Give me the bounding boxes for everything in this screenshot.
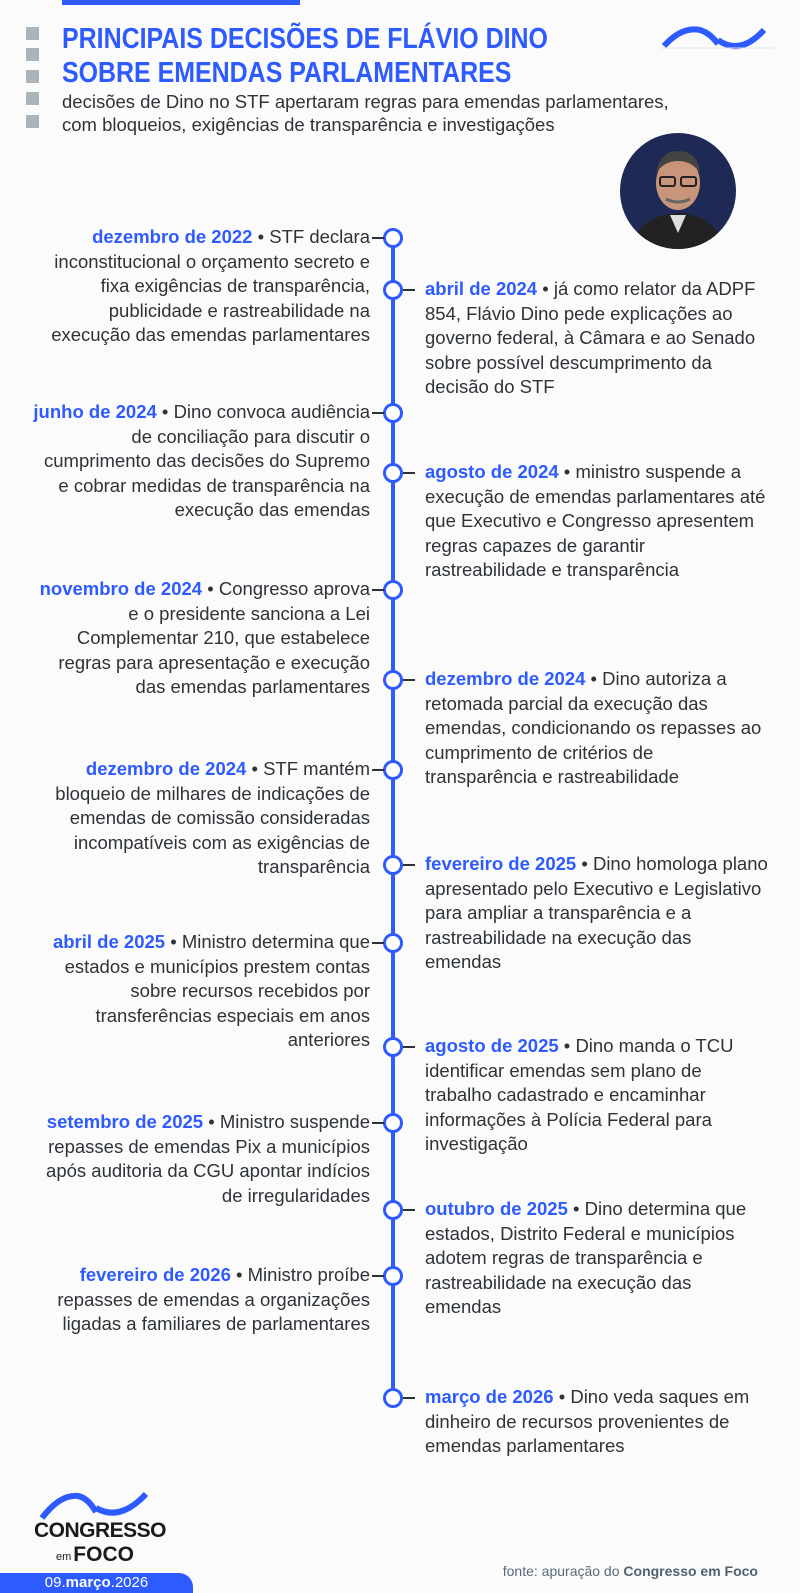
title-line: PRINCIPAIS DECISÕES DE FLÁVIO DINO	[62, 23, 548, 55]
brand-wave-icon	[34, 1490, 164, 1520]
event-date: dezembro de 2022	[92, 226, 253, 247]
event-description: STF declara inconstitucional o orçamento secreto e fixa exigências de transparência, publicidade e rastreabilidade na execução das emendas parlamentares	[51, 226, 370, 345]
timeline-connector	[403, 864, 415, 866]
decor-square	[26, 115, 39, 128]
event-date: junho de 2024	[33, 401, 157, 422]
timeline-connector	[372, 769, 384, 771]
timeline-node	[383, 1200, 403, 1220]
timeline-event	[425, 1197, 770, 1320]
event-description: Dino veda saques em dinheiro de recursos provenientes de emendas parlamentares	[425, 1386, 750, 1456]
event-date: março de 2026	[425, 1386, 554, 1407]
publication-date	[0, 1573, 193, 1593]
bullet-separator: •	[230, 1264, 248, 1285]
timeline-node	[383, 933, 403, 953]
event-date: novembro de 2024	[39, 578, 203, 599]
page-title	[62, 22, 548, 90]
source-name: Congresso em Foco	[623, 1563, 758, 1579]
timeline-node	[383, 463, 403, 483]
timeline-node	[383, 1266, 403, 1286]
event-description: Ministro proíbe repasses de emendas a organizações ligadas a familiares de parlamentares	[57, 1264, 370, 1334]
congresso-em-foco-logo	[34, 1490, 167, 1566]
bullet-separator: •	[558, 1035, 576, 1056]
logo-text-foco: FOCO	[73, 1543, 134, 1566]
event-date: fevereiro de 2025	[425, 853, 577, 874]
bullet-separator: •	[246, 758, 264, 779]
event-description: Congresso aprova e o presidente sanciona a Lei Complementar 210, que estabelece regras para apresentação e execução das emendas parlamentares	[58, 578, 370, 697]
timeline-event	[425, 1034, 770, 1157]
event-date: agosto de 2025	[425, 1035, 559, 1056]
brand-wave-icon	[660, 26, 775, 50]
timeline-node	[383, 670, 403, 690]
event-date: dezembro de 2024	[425, 668, 586, 689]
logo-text: CONGRESSO	[34, 1519, 167, 1542]
subtitle-line: com bloqueios, exigências de transparência e investigações	[62, 114, 555, 135]
decor-square	[26, 27, 39, 40]
subtitle-line: decisões de Dino no STF apertaram regras para emendas parlamentares,	[62, 91, 669, 112]
timeline-event	[425, 667, 770, 790]
timeline-event	[425, 1385, 770, 1459]
timeline-node	[383, 1388, 403, 1408]
timeline-node	[383, 403, 403, 423]
timeline-event	[30, 1263, 370, 1337]
bullet-separator: •	[558, 461, 576, 482]
event-description: Dino determina que estados, Distrito Federal e municípios adotem regras de transparência e rastreabilidade na execução das emendas	[425, 1198, 747, 1317]
bullet-separator: •	[165, 931, 182, 952]
event-description: Dino convoca audiência de conciliação para discutir o cumprimento das decisões do Supremo e cobrar medidas de transparência na execução das emendas	[44, 401, 370, 520]
bullet-separator: •	[203, 1111, 220, 1132]
timeline-node	[383, 580, 403, 600]
timeline-connector	[372, 942, 384, 944]
event-description: Dino homologa plano apresentado pelo Executivo e Legislativo para ampliar a transparência e a rastreabilidade na execução das emendas	[425, 853, 768, 972]
date-year: .2026	[110, 1574, 149, 1591]
bullet-separator: •	[553, 1386, 571, 1407]
subtitle	[62, 90, 669, 136]
event-description: Ministro suspende repasses de emendas Pix a municípios após auditoria da CGU apontar indícios de irregularidades	[46, 1111, 370, 1206]
event-description: Dino autoriza a retomada parcial da execução das emendas, condicionando os repasses ao cumprimento de critérios de transparência e rastreabilidade	[425, 668, 762, 787]
timeline-connector	[403, 289, 415, 291]
event-date: dezembro de 2024	[85, 758, 247, 779]
bullet-separator: •	[156, 401, 174, 422]
source-prefix: fonte: apuração do	[502, 1563, 620, 1579]
bullet-separator: •	[585, 668, 603, 689]
timeline-connector	[403, 1209, 415, 1211]
decor-square	[26, 92, 39, 105]
event-date: abril de 2024	[425, 278, 538, 299]
timeline-connector	[372, 237, 384, 239]
timeline-node	[383, 1113, 403, 1133]
title-line: SOBRE EMENDAS PARLAMENTARES	[62, 57, 512, 89]
decor-square	[26, 48, 39, 61]
timeline-event	[425, 460, 770, 583]
event-description: ministro suspende a execução de emendas parlamentares até que Executivo e Congresso apresentem regras capazes de garantir rastreabilidade e transparência	[425, 461, 766, 580]
timeline-event	[30, 930, 370, 1053]
date-month: março	[65, 1574, 111, 1591]
event-date: outubro de 2025	[425, 1198, 568, 1219]
bullet-separator: •	[202, 578, 219, 599]
event-date: agosto de 2024	[425, 461, 559, 482]
source-note	[503, 1563, 758, 1579]
timeline-event	[425, 277, 770, 400]
event-description: Ministro determina que estados e municípios prestem contas sobre recursos recebidos por transferências especiais em anos anteriores	[64, 931, 370, 1050]
event-description: Dino manda o TCU identificar emendas sem plano de trabalho cadastrado e encaminhar informações à Polícia Federal para investigação	[425, 1035, 734, 1154]
flavio-dino-portrait	[620, 133, 736, 249]
timeline-event	[30, 1110, 370, 1208]
date-day: 09.	[44, 1574, 66, 1591]
event-description: STF mantém bloqueio de milhares de indicações de emendas de comissão consideradas incompatíveis com as exigências de transparência	[55, 758, 370, 877]
event-date: setembro de 2025	[46, 1111, 204, 1132]
timeline-event	[30, 400, 370, 523]
timeline-event	[30, 577, 370, 700]
timeline-event	[30, 225, 370, 348]
timeline-node	[383, 1037, 403, 1057]
timeline-event	[30, 757, 370, 880]
top-accent-bar	[62, 0, 300, 5]
event-description: já como relator da ADPF 854, Flávio Dino pede explicações ao governo federal, à Câmara e ao Senado sobre possível descumprimento da decisão do STF	[425, 278, 756, 397]
event-date: fevereiro de 2026	[79, 1264, 231, 1285]
decor-square	[26, 70, 39, 83]
timeline-connector	[372, 412, 384, 414]
timeline-connector	[403, 1046, 415, 1048]
timeline-connector	[403, 1397, 415, 1399]
timeline-node	[383, 760, 403, 780]
timeline-connector	[403, 679, 415, 681]
timeline-connector	[372, 1122, 384, 1124]
logo-row-em-foco	[56, 1544, 164, 1566]
timeline-node	[383, 855, 403, 875]
timeline-connector	[372, 1275, 384, 1277]
bullet-separator: •	[567, 1198, 585, 1219]
logo-text-em: em	[56, 1551, 72, 1563]
timeline-node	[383, 280, 403, 300]
timeline-node	[383, 228, 403, 248]
event-date: abril de 2025	[52, 931, 166, 952]
timeline-event	[425, 852, 770, 975]
bullet-separator: •	[537, 278, 554, 299]
timeline-connector	[372, 589, 384, 591]
bullet-separator: •	[252, 226, 270, 247]
bullet-separator: •	[576, 853, 593, 874]
timeline-connector	[403, 472, 415, 474]
